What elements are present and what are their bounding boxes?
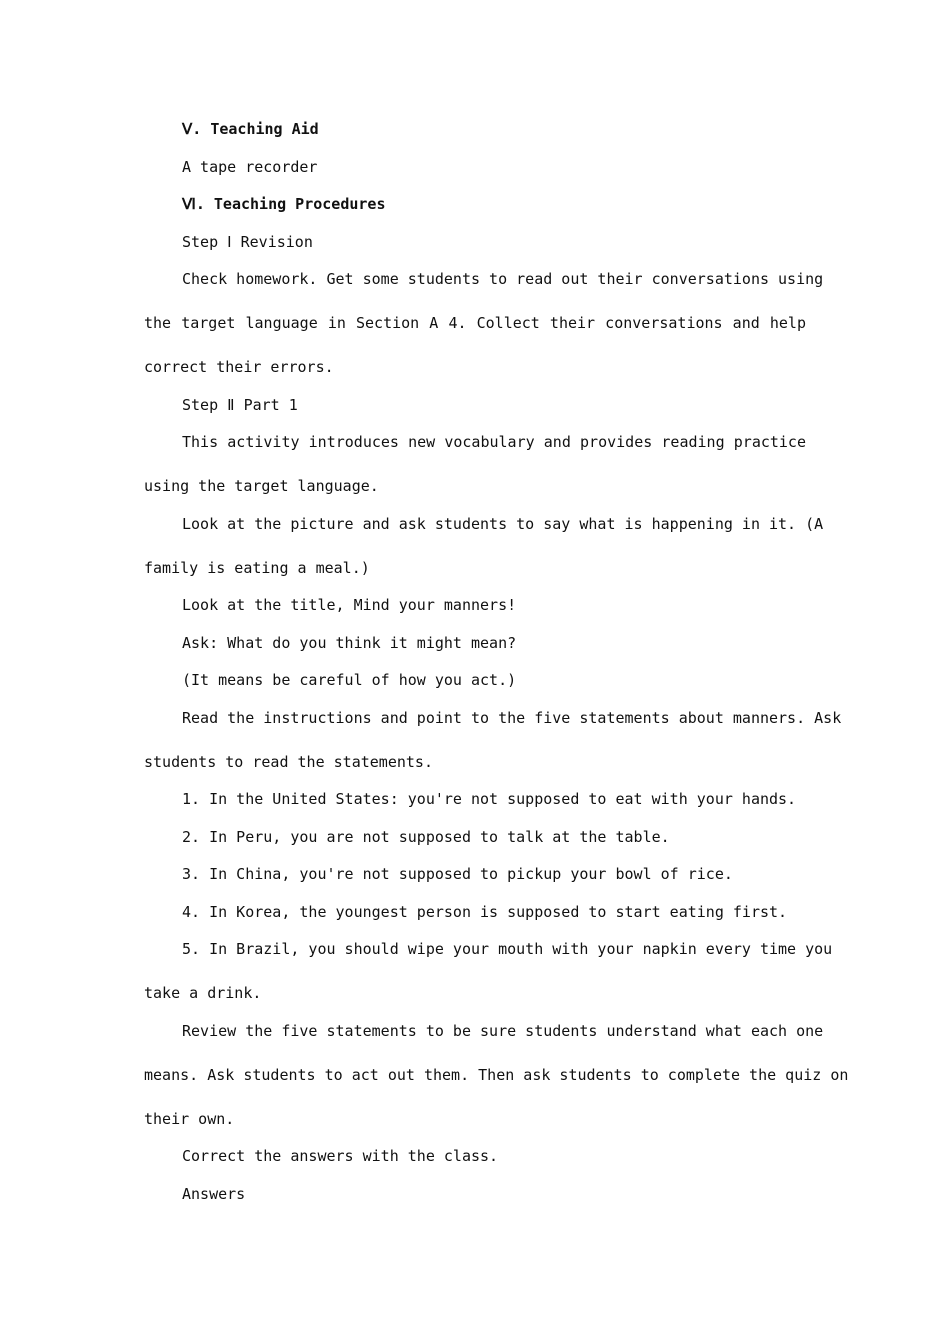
teaching-aid-text: A tape recorder — [182, 158, 318, 176]
statement-item: 5. In Brazil, you should wipe your mouth with your napkin every time you — [182, 940, 833, 958]
correct-instruction: Correct the answers with the class. — [182, 1147, 499, 1165]
section-heading-teaching-procedures: Ⅵ. Teaching Procedures — [182, 195, 386, 213]
section-heading-teaching-aid: Ⅴ. Teaching Aid — [182, 120, 319, 138]
review-paragraph-line: Review the five statements to be sure students understand what each one — [182, 1022, 824, 1040]
ask-question: Ask: What do you think it might mean? — [182, 634, 517, 652]
intro-paragraph-line: using the target language. — [144, 477, 379, 495]
statement-item: 4. In Korea, the youngest person is supposed to start eating first. — [182, 903, 788, 921]
statement-item-continuation: take a drink. — [144, 984, 262, 1002]
title-instruction: Look at the title, Mind your manners! — [182, 596, 517, 614]
statement-item: 1. In the United States: you're not supposed to eat with your hands. — [182, 790, 797, 808]
step-1-paragraph-line: correct their errors. — [144, 358, 334, 376]
step-2-title: Step Ⅱ Part 1 — [182, 396, 298, 414]
step-1-title: Step Ⅰ Revision — [182, 233, 313, 251]
review-paragraph-line: means. Ask students to act out them. Then ask students to complete the quiz on — [144, 1066, 849, 1084]
statement-item: 3. In China, you're not supposed to pickup your bowl of rice. — [182, 865, 733, 883]
picture-paragraph-line: family is eating a meal.) — [144, 559, 370, 577]
intro-paragraph-line: This activity introduces new vocabulary and provides reading practice — [182, 433, 806, 451]
picture-paragraph-line: Look at the picture and ask students to say what is happening in it. (A — [182, 515, 824, 533]
instructions-paragraph-line: Read the instructions and point to the five statements about manners. Ask — [182, 709, 842, 727]
meaning-answer: (It means be careful of how you act.) — [182, 671, 517, 689]
statement-item: 2. In Peru, you are not supposed to talk at the table. — [182, 828, 670, 846]
answers-label: Answers — [182, 1185, 246, 1203]
step-1-paragraph-line: the target language in Section A 4. Collect their conversations and help — [144, 314, 806, 332]
step-1-paragraph-line: Check homework. Get some students to read out their conversations using — [182, 270, 824, 288]
review-paragraph-line: their own. — [144, 1110, 235, 1128]
instructions-paragraph-line: students to read the statements. — [144, 753, 433, 771]
